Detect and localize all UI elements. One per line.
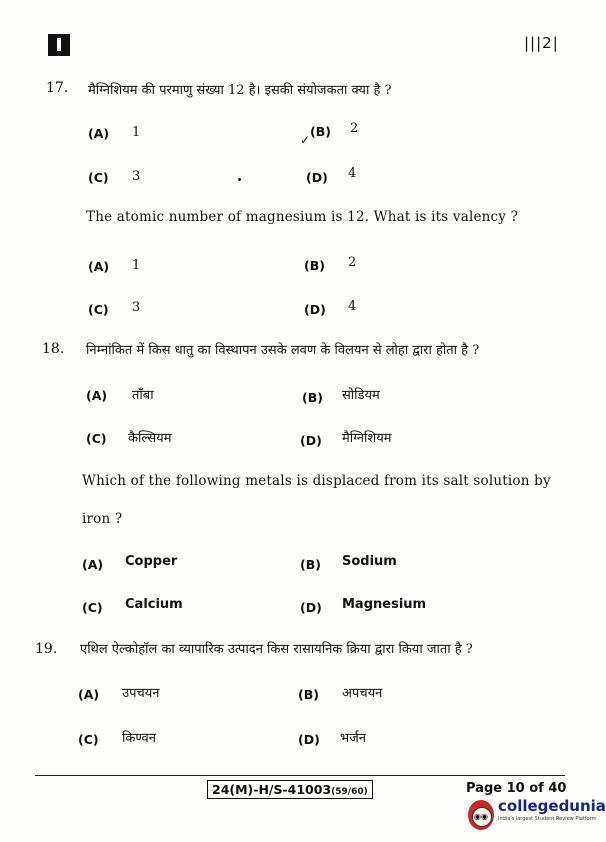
q18-hi-opt-c-label: (C) xyxy=(86,431,107,446)
q19-hi-opt-b-text: अपचयन xyxy=(342,686,383,701)
q17-hi-opt-d-text: 4 xyxy=(348,166,357,181)
q17-en-opt-a-text: 1 xyxy=(132,258,141,273)
q17-en-opt-c-label: (C) xyxy=(88,302,109,317)
q18-hi-opt-a-text: ताँबा xyxy=(132,388,154,403)
q18-en-opt-c-text: Calcium xyxy=(125,597,183,612)
q19-hi-opt-a-label: (A) xyxy=(78,687,100,702)
question-18-english-line1: Which of the following metals is displaced from its salt solution by xyxy=(82,473,551,489)
q17-hi-opt-c-text: 3 xyxy=(132,169,141,184)
q18-hi-opt-d-label: (D) xyxy=(300,433,322,448)
q17-hi-opt-a-text: 1 xyxy=(132,125,141,140)
answer-tick-mark: ✓ xyxy=(300,133,311,147)
q18-en-opt-a-label: (A) xyxy=(82,557,104,572)
q19-hi-opt-a-text: उपचयन xyxy=(122,686,160,701)
q19-hi-opt-c-text: किण्वन xyxy=(122,731,156,746)
q17-en-opt-b-text: 2 xyxy=(348,255,357,270)
q18-hi-opt-d-text: मैग्निशियम xyxy=(342,431,392,446)
logo-glasses-icon: ◉◉ xyxy=(474,812,488,821)
logo-tagline: India's largest Student Review Platform xyxy=(498,816,597,822)
question-17-english: The atomic number of magnesium is 12. What is its valency ? xyxy=(86,209,519,225)
q17-hi-opt-c-label: (C) xyxy=(88,170,109,185)
q19-hi-opt-b-label: (B) xyxy=(298,687,319,702)
q19-hi-opt-d-text: भर्जन xyxy=(340,731,367,746)
q17-hi-opt-a-label: (A) xyxy=(88,126,110,141)
footer-rule xyxy=(35,775,565,776)
q18-en-opt-d-label: (D) xyxy=(300,600,322,615)
q18-hi-opt-b-text: सोडियम xyxy=(342,388,380,403)
paper-code-text: 24(M)-H/S-41003 xyxy=(212,782,332,797)
paper-code xyxy=(207,780,373,799)
q17-en-opt-c-text: 3 xyxy=(132,300,141,315)
q18-en-opt-b-text: Sodium xyxy=(342,554,397,569)
question-18-number: 18. xyxy=(42,341,65,357)
paper-code-suffix: (59/60) xyxy=(331,787,368,797)
q18-hi-opt-b-label: (B) xyxy=(302,390,323,405)
q17-hi-opt-b-text: 2 xyxy=(350,121,359,136)
q17-hi-opt-d-label: (D) xyxy=(306,170,328,185)
q17-en-opt-d-text: 4 xyxy=(348,299,357,314)
q18-hi-opt-a-label: (A) xyxy=(86,388,108,403)
q18-en-opt-a-text: Copper xyxy=(125,554,178,569)
question-19-number: 19. xyxy=(35,641,58,657)
corner-registration-mark xyxy=(48,34,70,56)
q17-en-opt-a-label: (A) xyxy=(88,259,110,274)
q17-hi-opt-b-label: (B) xyxy=(310,124,331,139)
question-18-english-line2: iron ? xyxy=(82,511,123,527)
q19-hi-opt-d-label: (D) xyxy=(298,732,320,747)
page-number: Page 10 of 40 xyxy=(466,781,567,796)
q19-hi-opt-c-label: (C) xyxy=(78,732,99,747)
top-right-mark: |||2| xyxy=(524,34,559,52)
question-17-number: 17. xyxy=(46,80,69,96)
q18-en-opt-b-label: (B) xyxy=(300,557,321,572)
question-19-hindi: एथिल ऐल्कोहॉल का व्यापारिक उत्पादन किस रासायनिक क्रिया द्वारा किया जाता है ? xyxy=(80,642,473,657)
q18-en-opt-d-text: Magnesium xyxy=(342,597,427,612)
question-17-hindi: मैग्निशियम की परमाणु संख्या 12 है। इसकी संयोजकता क्या है ? xyxy=(88,83,392,98)
stray-dot xyxy=(238,178,241,181)
q18-en-opt-c-label: (C) xyxy=(82,600,103,615)
question-18-hindi: निम्नांकित में किस धातु का विस्थापन उसके लवण के विलयन से लोहा द्वारा होता है ? xyxy=(86,343,480,358)
q18-hi-opt-c-text: कैल्सियम xyxy=(128,431,172,446)
q17-en-opt-b-label: (B) xyxy=(304,258,325,273)
logo-name: collegedunia xyxy=(498,797,606,815)
q17-en-opt-d-label: (D) xyxy=(304,302,326,317)
